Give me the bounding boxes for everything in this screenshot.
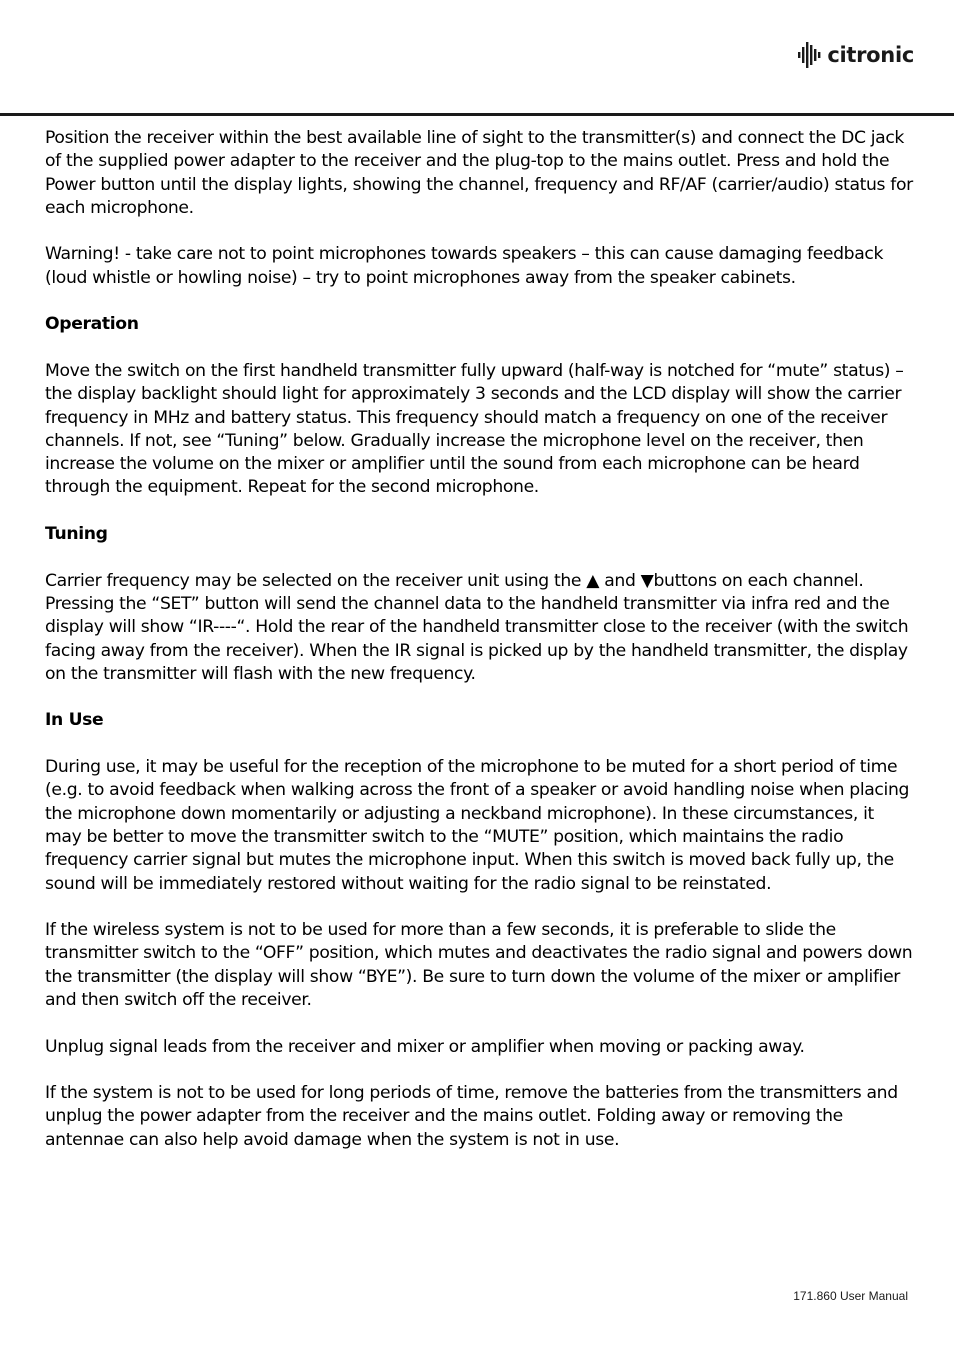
in-use-paragraph-3: Unplug signal leads from the receiver and mixer or amplifier when moving or packing away. [45,1036,805,1057]
in-use-paragraph-2: If the wireless system is not to be used for more than a few seconds, it is preferable to slide the transmitter switch to the “OFF” position, which mutes and deactivates the radio signal and powers down the transmitter (the display will show “BYE”). Be sure to turn down the volume of the mixer or amplifier and then switch off the receiver. [45,920,913,1010]
header-divider [0,113,954,116]
sound-wave-logo-icon [798,42,822,68]
footer-manual-label: 171.860 User Manual [793,1289,908,1303]
tuning-heading: Tuning [45,524,108,545]
tuning-paragraph: Carrier frequency may be selected on the receiver unit using the ▲ and ▼buttons on each channel. Pressing the “SET” button will send the channel data to the handheld transmitter via infra red and the display will show “IR----“. Hold the rear of the handheld transmitter close to the receiver (with the switch facing away from the receiver). When the IR signal is picked up by the handheld transmitter, the display on the transmitter will flash with the new frequency. [45,570,909,684]
page-header [0,0,954,116]
brand-logo [798,42,914,68]
document-body [45,127,913,1175]
in-use-paragraph-1: During use, it may be useful for the reception of the microphone to be muted for a short period of time (e.g. to avoid feedback when walking across the front of a speaker or avoid handling noise when placing the microphone down momentarily or adjusting a neckband microphone). In these circumstances, it may be better to move the transmitter switch to the “MUTE” position, which maintains the radio frequency carrier signal but mutes the microphone input. When this switch is moved back fully up, the sound will be immediately restored without waiting for the radio signal to be reinstated. [45,757,910,894]
intro-paragraph: Position the receiver within the best available line of sight to the transmitter(s) and connect the DC jack of the supplied power adapter to the receiver and the plug-top to the mains outlet. Press and hold the Power button until the display lights, showing the channel, frequency and RF/AF (carrier/audio) status for each microphone. [45,128,913,218]
operation-heading: Operation [45,314,139,335]
warning-paragraph: Warning! - take care not to point microphones towards speakers – this can cause damaging feedback (loud whistle or howling noise) – try to point microphones away from the speaker cabinets. [45,244,884,288]
brand-logo-text: citronic [827,43,914,67]
in-use-heading: In Use [45,710,104,731]
operation-paragraph: Move the switch on the first handheld transmitter fully upward (half-way is notched for “mute” status) – the display backlight should light for approximately 3 seconds and the LCD display will show the carrier frequency in MHz and battery status. This frequency should match a frequency on one of the receiver channels. If not, see “Tuning” below. Gradually increase the microphone level on the receiver, then increase the volume on the mixer or amplifier until the sound from each microphone can be heard through the equipment. Repeat for the second microphone. [45,360,904,498]
in-use-paragraph-4: If the system is not to be used for long periods of time, remove the batteries from the transmitters and unplug the power adapter from the receiver and the mains outlet. Folding away or removing the antennae can also help avoid damage when the system is not in use. [45,1083,898,1150]
